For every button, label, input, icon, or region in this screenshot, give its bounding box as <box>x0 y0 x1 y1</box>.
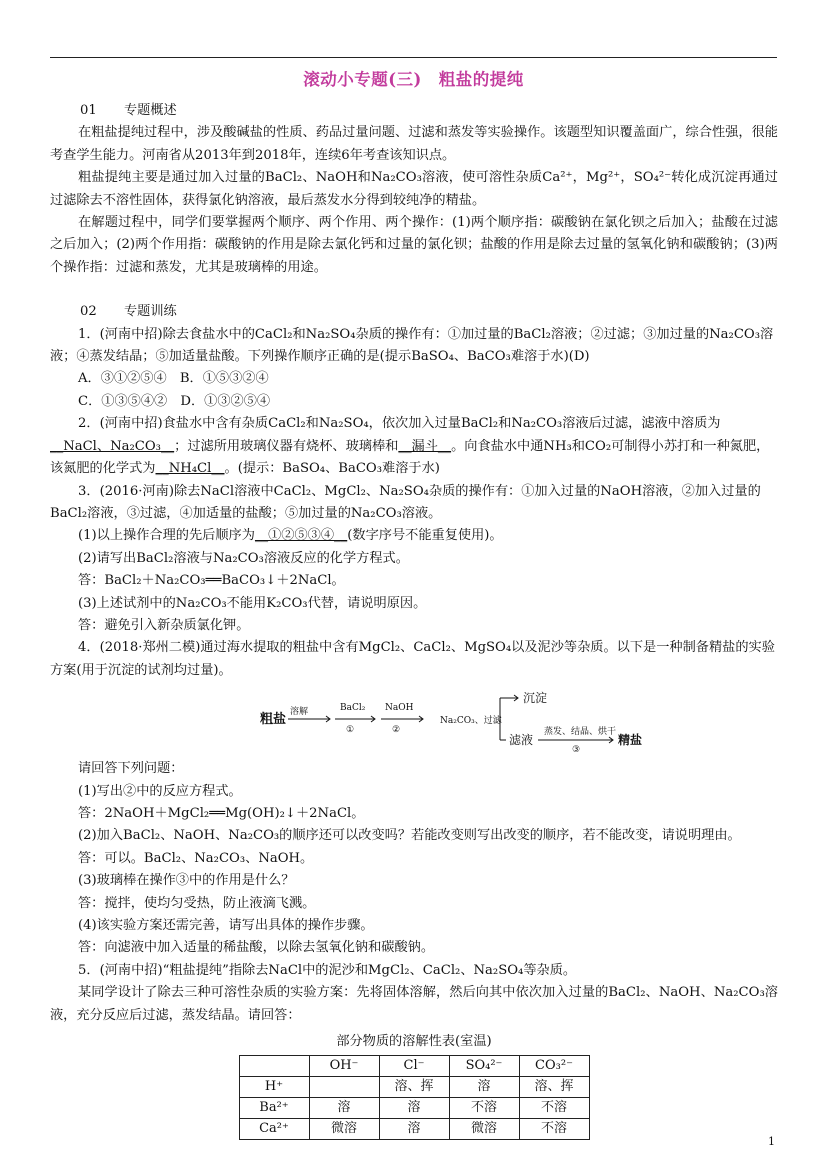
question-4-stem: 4．(2018·郑州二模)通过海水提取的粗盐中含有MgCl₂、CaCl₂、MgSO₄以及泥沙等杂质。以下是一种制备精盐的实验方案(用于沉淀的试剂均过量)。 <box>50 640 775 678</box>
table-header-cell: CO₃²⁻ <box>519 1056 589 1077</box>
section-heading: 专题概述 <box>124 103 177 118</box>
table-cell: 溶 <box>379 1119 449 1140</box>
answer-blank: __NH₄Cl__ <box>155 461 225 477</box>
header-rule <box>50 57 777 58</box>
page-number: 1 <box>768 1135 775 1148</box>
section-number: 02 <box>80 304 97 320</box>
section-overview <box>50 100 778 122</box>
table-header-row <box>239 1056 589 1077</box>
page-title: 滚动小专题(三) 粗盐的提纯 <box>303 70 524 89</box>
flow-step-evaporate: 蒸发、结晶、烘干 <box>544 727 617 738</box>
table-row <box>239 1119 589 1140</box>
flow-start: 粗盐 <box>260 712 287 728</box>
solubility-table <box>239 1055 590 1140</box>
question-4-part-3: (3)玻璃棒在操作③中的作用是什么？ <box>78 873 295 889</box>
question-1-options-cd: C．①③⑤④② D．①③②⑤④ <box>78 393 271 409</box>
question-3-part-1: (1)以上操作合理的先后顺序为__①②⑤③④__(数字序号不能重复使用)。 <box>78 528 503 544</box>
question-4-answer-2: 答：可以。BaCl₂、Na₂CO₃、NaOH。 <box>78 850 314 866</box>
flow-precipitate: 沉淀 <box>523 691 548 706</box>
table-cell: 不溶 <box>519 1119 589 1140</box>
table-header-cell: Cl⁻ <box>379 1056 449 1077</box>
overview-paragraph-1: 在粗盐提纯过程中，涉及酸碱盐的性质、药品过量问题、过滤和蒸发等实验操作。该题型知识覆盖面广，综合性强，很能考查学生能力。河南省从2013年到2018年，连续6年考查该知识点。 <box>50 125 778 163</box>
flow-end: 精盐 <box>618 733 643 748</box>
table-header-cell <box>239 1056 309 1077</box>
flow-step-dissolve: 溶解 <box>290 707 309 718</box>
question-3-answer-3: 答：避免引入新杂质氯化钾。 <box>78 617 250 633</box>
answer-blank: __NaCl、Na₂CO₃__ <box>50 438 175 454</box>
question-2: 2．(河南中招)食盐水中含有杂质CaCl₂和Na₂SO₄，依次加入过量BaCl₂和Na₂CO₃溶液后过滤，滤液中溶质为__NaCl、Na₂CO₃__；过滤所用玻璃仪器有烧杯、玻璃棒和__漏斗__。向食盐水中通NH₃和CO₂可制得小苏打和一种氮肥，该氮肥的化学式为__NH₄Cl__。(提示：BaSO₄、BaCO₃难溶于水) <box>50 416 770 477</box>
table-cell: 溶 <box>379 1098 449 1119</box>
question-4-part-2: (2)加入BaCl₂、NaOH、Na₂CO₃的顺序还可以改变吗？若能改变则写出改变的顺序，若不能改变，请说明理由。 <box>78 828 741 844</box>
flow-step-naoh: NaOH <box>385 703 414 714</box>
overview-paragraph-2: 粗盐提纯主要是通过加入过量的BaCl₂、NaOH和Na₂CO₃溶液，使可溶性杂质Ca²⁺，Mg²⁺，SO₄²⁻转化成沉淀再通过过滤除去不溶性固体，获得氯化钠溶液，最后蒸发水分得到较纯净的精盐。 <box>50 170 778 208</box>
table-cell: 微溶 <box>449 1119 519 1140</box>
question-1-options-ab: A．③①②⑤④ B．①⑤③②④ <box>78 371 269 387</box>
question-4-part-4: (4)该实验方案还需完善，请写出具体的操作步骤。 <box>78 918 374 933</box>
question-4-answer-3: 答：搅拌，使均匀受热，防止液滴飞溅。 <box>78 895 316 911</box>
question-5-stem: 5．(河南中招)“粗盐提纯”指除去NaCl中的泥沙和MgCl₂、CaCl₂、Na₂SO₄等杂质。 <box>78 962 577 978</box>
section-number: 01 <box>80 103 97 118</box>
question-4-answer-4: 答：向滤液中加入适量的稀盐酸，以除去氢氧化钠和碳酸钠。 <box>78 940 435 956</box>
overview-paragraph-3: 在解题过程中，同学们要掌握两个顺序、两个作用、两个操作：(1)两个顺序指：碳酸钠在氯化钡之后加入；盐酸在过滤之后加入；(2)两个作用指：碳酸钠的作用是除去氯化钙和过量的氯化钡；盐酸的作用是除去过量的氢氧化钠和碳酸钠；(3)两个操作指：过滤和蒸发，尤其是玻璃棒的用途。 <box>50 215 778 275</box>
question-3-stem: 3．(2016·河南)除去NaCl溶液中CaCl₂、MgCl₂、Na₂SO₄杂质的操作有：①加入过量的NaOH溶液，②加入过量的BaCl₂溶液，③过滤，④加适量的盐酸；⑤加过量的Na₂CO₃溶液。 <box>50 483 761 521</box>
question-4-answer-1: 答：2NaOH＋MgCl₂══Mg(OH)₂↓＋2NaCl。 <box>78 805 365 821</box>
flow-step-bacl2: BaCl₂ <box>340 703 366 714</box>
table-cell: Ba²⁺ <box>239 1098 309 1119</box>
document-body <box>50 98 778 1140</box>
question-5-paragraph: 某同学设计了除去三种可溶性杂质的实验方案：先将固体溶解，然后向其中依次加入过量的BaCl₂、NaOH、Na₂CO₃溶液，充分反应后过滤，蒸发结晶。请回答： <box>50 985 778 1023</box>
table-cell: Ca²⁺ <box>239 1119 309 1140</box>
table-cell: 微溶 <box>309 1119 379 1140</box>
section-training <box>50 301 778 323</box>
question-4-intro: 请回答下列问题： <box>78 761 184 777</box>
question-4-part-1: (1)写出②中的反应方程式。 <box>78 783 242 799</box>
table-header-cell: OH⁻ <box>309 1056 379 1077</box>
solubility-table-title: 部分物质的溶解性表(室温) <box>336 1034 492 1050</box>
flow-filtrate: 滤液 <box>509 733 534 748</box>
question-1-stem: 1．(河南中招)除去食盐水中的CaCl₂和Na₂SO₄杂质的操作有：①加过量的BaCl₂溶液；②过滤；③加过量的Na₂CO₃溶液；④蒸发结晶；⑤加适量盐酸。下列操作顺序正确的是(提示BaSO₄、BaCO₃难溶于水)(D) <box>50 326 774 365</box>
table-cell: H⁺ <box>239 1077 309 1098</box>
flow-svg <box>260 686 660 752</box>
section-heading: 专题训练 <box>124 304 177 320</box>
question-3-part-3: (3)上述试剂中的Na₂CO₃不能用K₂CO₃代替，请说明原因。 <box>78 595 427 611</box>
table-cell: 不溶 <box>449 1098 519 1119</box>
table-cell <box>309 1077 379 1098</box>
flow-step-2-number: ② <box>392 725 401 736</box>
answer-blank: __漏斗__ <box>398 438 452 454</box>
answer-blank: __①②⑤③④__ <box>254 528 348 544</box>
flow-step-3-number: ③ <box>572 745 581 753</box>
table-cell: 溶 <box>309 1098 379 1119</box>
process-flow-diagram <box>50 686 778 752</box>
table-row <box>239 1098 589 1119</box>
table-cell: 溶、挥 <box>379 1077 449 1098</box>
table-cell: 溶、挥 <box>519 1077 589 1098</box>
flow-step-1-number: ① <box>346 725 355 736</box>
table-cell: 不溶 <box>519 1098 589 1119</box>
table-header-cell: SO₄²⁻ <box>449 1056 519 1077</box>
table-cell: 溶 <box>449 1077 519 1098</box>
table-row <box>239 1077 589 1098</box>
question-3-answer-2: 答：BaCl₂＋Na₂CO₃══BaCO₃↓＋2NaCl。 <box>78 573 345 589</box>
flow-step-na2co3-filter: Na₂CO₃、过滤 <box>440 716 502 727</box>
question-3-part-2: (2)请写出BaCl₂溶液与Na₂CO₃溶液反应的化学方程式。 <box>78 550 409 566</box>
